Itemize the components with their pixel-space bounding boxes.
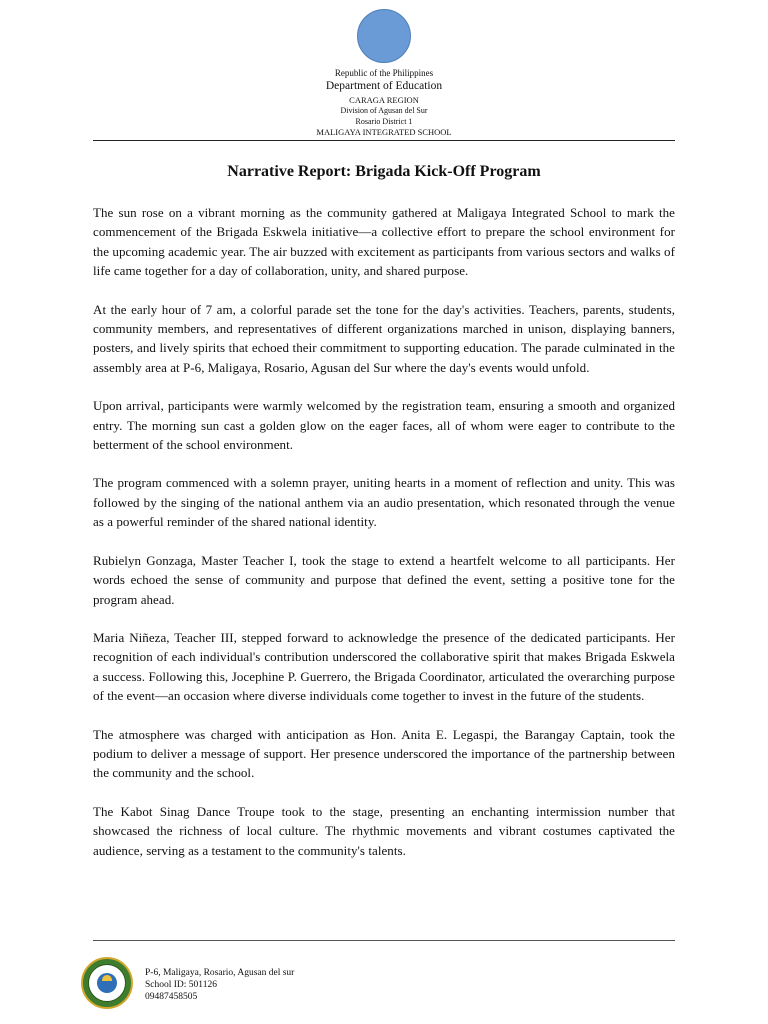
report-body <box>93 203 675 879</box>
header-divider <box>93 140 675 141</box>
paragraph-dance-troupe: The Kabot Sinag Dance Troupe took to the stage, presenting an enchanting intermission number that showcased the richness of local culture. The rhythmic movements and vibrant costumes captivated the audience, serving as a testament to the community's talents. <box>93 803 675 858</box>
paragraph-opening: The sun rose on a vibrant morning as the community gathered at Maligaya Integrated School to mark the commencement of the Brigada Eskwela initiative—a collective effort to prepare the school environment for the upcoming academic year. The air buzzed with excitement as participants from various sectors and walks of life came together for a day of collaboration, unity, and shared purpose. <box>93 205 675 279</box>
header-school: MALIGAYA INTEGRATED SCHOOL <box>316 127 452 137</box>
paragraph-barangay-captain: The atmosphere was charged with anticipation as Hon. Anita E. Legaspi, the Barangay Captain, took the podium to deliver a message of support. Her presence underscored the importance of the partnership between the community and the school. <box>93 726 675 781</box>
header-district: Rosario District 1 <box>355 117 413 126</box>
deped-seal-icon <box>357 9 411 63</box>
paragraph-registration: Upon arrival, participants were warmly welcomed by the registration team, ensuring a smooth and organized entry. The morning sun cast a golden glow on the eager faces, all of whom were eager to contribute to the betterment of the school environment. <box>93 398 675 453</box>
footer-divider <box>93 940 675 941</box>
paragraph-acknowledgement: Maria Niñeza, Teacher III, stepped forward to acknowledge the presence of the dedicated participants. Her recognition of each individual's contribution underscored the collaborative spirit that makes Brigada Eskwela a success. Following this, Jocephine P. Guerrero, the Brigada Coordinator, articulated the overarching purpose of the event—an occasion where diverse individuals come together to invest in the future of the students. <box>93 629 675 704</box>
paragraph-welcome: Rubielyn Gonzaga, Master Teacher I, took the stage to extend a heartfelt welcome to all participants. Her words echoed the sense of community and purpose that defined the event, setting a positive tone for the program ahead. <box>93 552 675 607</box>
seal-sun <box>102 975 112 981</box>
footer-address: P-6, Maligaya, Rosario, Agusan del sur <box>145 968 295 978</box>
header-department: Department of Education <box>325 80 443 92</box>
school-seal-icon <box>81 957 133 1009</box>
footer-phone: 09487458505 <box>145 992 198 1002</box>
paragraph-parade: At the early hour of 7 am, a colorful parade set the tone for the day's activities. Teachers, parents, students, community members, and representatives of different organizations marched in unison, displaying banners, posters, and lively spirits that echoed their commitment to supporting education. The parade culminated in the assembly area at P-6, Maligaya, Rosario, Agusan del Sur where the day's events would unfold. <box>93 301 675 375</box>
header-region: CARAGA REGION <box>349 95 419 105</box>
header-republic: Republic of the Philippines <box>334 68 434 78</box>
footer-school-id: School ID: 501126 <box>145 980 217 990</box>
header-division: Division of Agusan del Sur <box>340 106 428 115</box>
paragraph-prayer: The program commenced with a solemn prayer, uniting hearts in a moment of reflection and unity. This was followed by the singing of the national anthem via an audio presentation, which resonated through the venue as a powerful reminder of the shared national identity. <box>93 475 675 530</box>
footer-contact <box>145 967 294 1003</box>
page-title: Narrative Report: Brigada Kick-Off Program <box>227 163 541 180</box>
